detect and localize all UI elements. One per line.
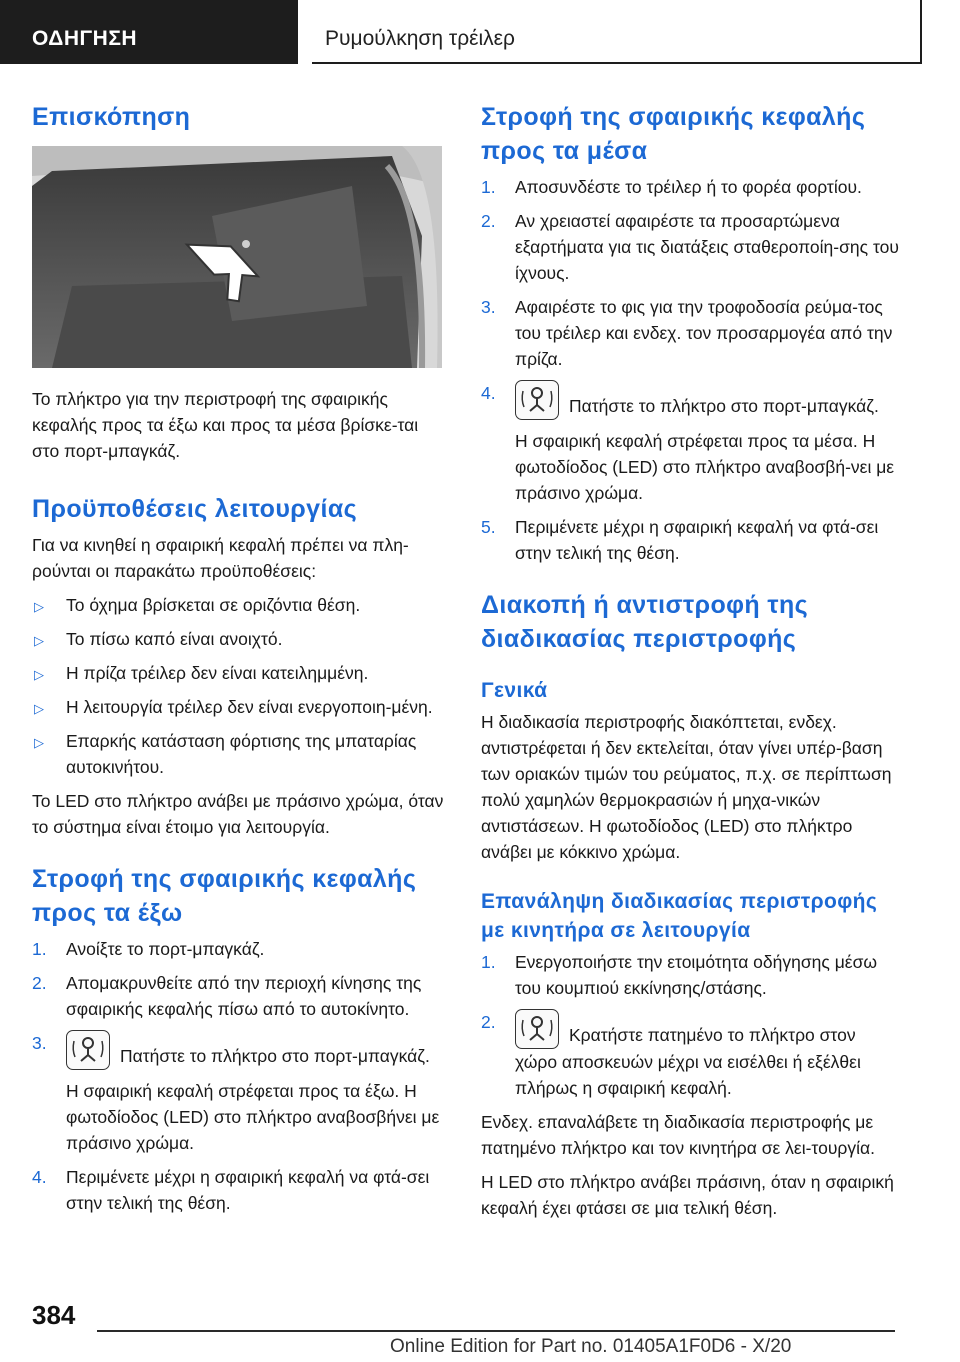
left-column bbox=[32, 100, 450, 1224]
step-number: 2. bbox=[481, 1012, 496, 1032]
list-item-text: Η λειτουργία τρέιλερ δεν είναι ενεργοποιη-μένη. bbox=[66, 697, 433, 717]
step-item bbox=[32, 936, 450, 962]
tow-hitch-button-icon bbox=[515, 380, 559, 420]
overview-heading: Επισκόπηση bbox=[32, 103, 191, 131]
right-column bbox=[481, 100, 899, 1229]
swivel-out-steps bbox=[32, 936, 450, 1216]
swivel-in-heading: Στροφή της σφαιρικής κεφαλής προς τα μέσα bbox=[481, 103, 866, 165]
repeat-note-1: Ενδεχ. επαναλάβετε τη διαδικασία περιστροφής με πατημένο πλήκτρο και τον κινητήρα σε λει-τουργία. bbox=[481, 1112, 875, 1158]
step-number: 2. bbox=[32, 973, 47, 993]
list-item-text: Επαρκής κατάσταση φόρτισης της μπαταρίας αυτοκινήτου. bbox=[66, 731, 417, 777]
step-subtext: Η σφαιρική κεφαλή στρέφεται προς τα μέσα. Η φωτοδίοδος (LED) στο πλήκτρο αναβοσβή-νει με πράσινο χρώμα. bbox=[515, 431, 895, 503]
swivel-in-steps bbox=[481, 174, 899, 566]
triangle-right-icon: ▷ bbox=[34, 633, 44, 648]
step-item bbox=[481, 208, 899, 286]
step-number: 3. bbox=[481, 297, 496, 317]
page-header bbox=[0, 0, 960, 64]
triangle-right-icon: ▷ bbox=[34, 735, 44, 750]
step-text: Αφαιρέστε το φις για την τροφοδοσία ρεύμα-τος του τρέιλερ και ενδεχ. τον προσαρμογέα από την πρίζα. bbox=[515, 297, 893, 369]
chapter-title: Ρυμούλκηση τρέιλερ bbox=[312, 0, 922, 64]
step-item bbox=[481, 514, 899, 566]
list-item-text: Το πίσω καπό είναι ανοιχτό. bbox=[66, 629, 283, 649]
step-item bbox=[481, 174, 899, 200]
step-number: 5. bbox=[481, 517, 496, 537]
swivel-out-heading: Στροφή της σφαιρικής κεφαλής προς τα έξω bbox=[32, 865, 417, 927]
interrupt-heading: Διακοπή ή αντιστροφή της διαδικασίας περιστροφής bbox=[481, 591, 809, 653]
general-heading: Γενικά bbox=[481, 679, 548, 702]
trunk-button-photo bbox=[32, 146, 442, 368]
prerequisites-intro: Για να κινηθεί η σφαιρική κεφαλή πρέπει να πλη-ρούνται οι παρακάτω προϋποθέσεις: bbox=[32, 535, 409, 581]
tow-hitch-button-icon bbox=[66, 1030, 110, 1070]
step-text: Αν χρειαστεί αφαιρέστε τα προσαρτώμενα εξαρτήματα για τις διατάξεις σταθεροποίη-σης του ίχνους. bbox=[515, 211, 899, 283]
list-item-text: Το όχημα βρίσκεται σε οριζόντια θέση. bbox=[66, 595, 361, 615]
step-number: 1. bbox=[32, 939, 47, 959]
step-text: Πατήστε το πλήκτρο στο πορτ-μπαγκάζ. bbox=[569, 396, 879, 416]
step-text: Πατήστε το πλήκτρο στο πορτ-μπαγκάζ. bbox=[120, 1046, 430, 1066]
step-text: Αποσυνδέστε το τρέιλερ ή το φορέα φορτίου. bbox=[515, 177, 862, 197]
led-ready-text: Το LED στο πλήκτρο ανάβει με πράσινο χρώμα, όταν το σύστημα είναι έτοιμο για λειτουργία. bbox=[32, 791, 444, 837]
prerequisites-heading: Προϋποθέσεις λειτουργίας bbox=[32, 495, 357, 523]
step-text: Ενεργοποιήστε την ετοιμότητα οδήγησης μέσω του κουμπιού εκκίνησης/στάσης. bbox=[515, 952, 878, 998]
step-text: Ανοίξτε το πορτ-μπαγκάζ. bbox=[66, 939, 265, 959]
step-subtext: Η σφαιρική κεφαλή στρέφεται προς τα έξω. Η φωτοδίοδος (LED) στο πλήκτρο αναβοσβήνει με πράσινο χρώμα. bbox=[66, 1081, 440, 1153]
triangle-right-icon: ▷ bbox=[34, 599, 44, 614]
footer-divider bbox=[97, 1330, 895, 1332]
list-item bbox=[32, 626, 450, 652]
step-item bbox=[481, 294, 899, 372]
section-title: ΟΔΗΓΗΣΗ bbox=[0, 0, 298, 64]
step-item bbox=[32, 1030, 450, 1156]
general-text: Η διαδικασία περιστροφής διακόπτεται, ενδεχ. αντιστρέφεται ή δεν εκτελείται, όταν γίνει υπέρ-βαση των οριακών τιμών του ρεύματος, π.χ. σε περίπτωση πολύ χαμηλών θερμοκρασιών ή μηχα-νικών αντιστάσεων. Η φωτοδίοδος (LED) στο πλήκτρο ανάβει με κόκκινο χρώμα. bbox=[481, 712, 892, 862]
triangle-right-icon: ▷ bbox=[34, 667, 44, 682]
step-text: Περιμένετε μέχρι η σφαιρική κεφαλή να φτά-σει στην τελική της θέση. bbox=[66, 1167, 430, 1213]
list-item bbox=[32, 728, 450, 780]
repeat-steps bbox=[481, 949, 899, 1101]
step-number: 1. bbox=[481, 177, 496, 197]
step-item bbox=[481, 380, 899, 506]
repeat-note-2: Η LED στο πλήκτρο ανάβει πράσινη, όταν η σφαιρική κεφαλή έχει φτάσει σε μια τελική θέση. bbox=[481, 1172, 894, 1218]
list-item bbox=[32, 694, 450, 720]
overview-caption: Το πλήκτρο για την περιστροφή της σφαιρικής κεφαλής προς τα έξω και προς τα μέσα βρίσκε-ται στο πορτ-μπαγκάζ. bbox=[32, 389, 419, 461]
page-number: 384 bbox=[32, 1300, 76, 1330]
step-number: 1. bbox=[481, 952, 496, 972]
list-item bbox=[32, 592, 450, 618]
step-number: 3. bbox=[32, 1033, 47, 1053]
step-item bbox=[481, 1009, 899, 1101]
step-number: 2. bbox=[481, 211, 496, 231]
prerequisites-list bbox=[32, 592, 450, 780]
step-item bbox=[481, 949, 899, 1001]
step-text: Κρατήστε πατημένο το πλήκτρο στον χώρο αποσκευών μέχρι να εισέλθει ή εξέλθει πλήρως η σφαιρική κεφαλή. bbox=[515, 1025, 861, 1098]
edition-note: Online Edition for Part no. 01405A1F0D6 - X/20 bbox=[390, 1336, 792, 1357]
step-item bbox=[32, 1164, 450, 1216]
step-number: 4. bbox=[32, 1167, 47, 1187]
list-item bbox=[32, 660, 450, 686]
step-text: Απομακρυνθείτε από την περιοχή κίνησης της σφαιρικής κεφαλής πίσω από το αυτοκίνητο. bbox=[66, 973, 422, 1019]
repeat-heading: Επανάληψη διαδικασίας περιστροφής με κινητήρα σε λειτουργία bbox=[481, 890, 878, 942]
step-item bbox=[32, 970, 450, 1022]
step-text: Περιμένετε μέχρι η σφαιρική κεφαλή να φτά-σει στην τελική της θέση. bbox=[515, 517, 879, 563]
step-number: 4. bbox=[481, 383, 496, 403]
tow-hitch-button-icon bbox=[515, 1009, 559, 1049]
triangle-right-icon: ▷ bbox=[34, 701, 44, 716]
list-item-text: Η πρίζα τρέιλερ δεν είναι κατειλημμένη. bbox=[66, 663, 369, 683]
